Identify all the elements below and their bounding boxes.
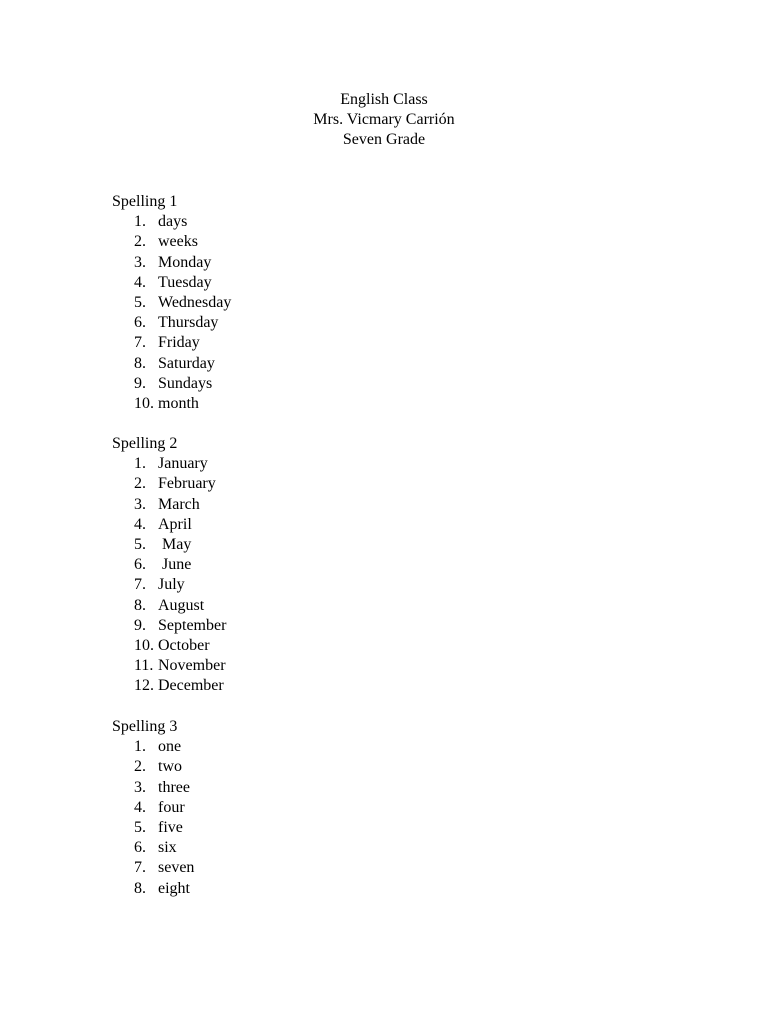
list-item-word: one bbox=[158, 738, 182, 756]
list-item-number: 8. bbox=[134, 596, 146, 614]
list-item bbox=[112, 273, 212, 293]
list-item bbox=[112, 293, 232, 313]
list-item-word: May bbox=[158, 535, 192, 553]
list-item-number: 11. bbox=[134, 657, 154, 675]
list-item-number: 1. bbox=[134, 213, 146, 231]
list-item bbox=[112, 737, 182, 757]
list-item-number: 8. bbox=[134, 354, 146, 372]
list-item-number: 4. bbox=[134, 273, 146, 291]
class-title: English Class bbox=[340, 91, 428, 108]
list-item-number: 5. bbox=[134, 535, 146, 553]
list-item-number: 6. bbox=[134, 314, 146, 332]
list-item-word: weeks bbox=[158, 233, 198, 251]
list-item-word: October bbox=[158, 636, 210, 654]
list-item bbox=[112, 212, 188, 232]
list-item-word: seven bbox=[158, 859, 195, 877]
list-item-word: Monday bbox=[158, 253, 212, 271]
list-item bbox=[112, 858, 195, 878]
list-item bbox=[112, 596, 205, 616]
list-item-word: November bbox=[158, 657, 226, 675]
list-item-word: Tuesday bbox=[158, 273, 212, 291]
list-item bbox=[112, 232, 198, 252]
document-header bbox=[0, 90, 768, 150]
teacher-name: Mrs. Vicmary Carrión bbox=[313, 111, 455, 128]
list-item-number: 2. bbox=[134, 233, 146, 251]
list-item-number: 4. bbox=[134, 798, 146, 816]
list-item-number: 1. bbox=[134, 738, 146, 756]
list-item-number: 3. bbox=[134, 778, 146, 796]
list-item bbox=[112, 354, 215, 374]
list-item-word: six bbox=[158, 839, 177, 857]
list-item-word: August bbox=[158, 596, 205, 614]
list-item-word: Thursday bbox=[158, 314, 219, 332]
list-item-word: Sundays bbox=[158, 374, 213, 392]
list-item bbox=[112, 636, 210, 656]
list-item bbox=[112, 676, 224, 696]
list-item-word: five bbox=[158, 818, 183, 836]
list-item bbox=[112, 555, 192, 575]
list-item-word: days bbox=[158, 213, 188, 231]
list-item-number: 2. bbox=[134, 475, 146, 493]
list-item bbox=[112, 313, 219, 333]
list-item-word: four bbox=[158, 798, 185, 816]
list-item-number: 2. bbox=[134, 758, 146, 776]
list-item-number: 10. bbox=[134, 636, 154, 654]
section-title: Spelling 3 bbox=[112, 718, 178, 735]
list-item-word: two bbox=[158, 758, 182, 776]
list-item-number: 6. bbox=[134, 556, 146, 574]
list-item bbox=[112, 515, 192, 535]
list-item bbox=[112, 495, 200, 515]
list-item bbox=[112, 879, 190, 899]
list-item-number: 12. bbox=[134, 677, 154, 695]
list-item bbox=[112, 454, 208, 474]
list-item-word: July bbox=[158, 576, 185, 594]
list-item bbox=[112, 798, 185, 818]
list-item-number: 5. bbox=[134, 293, 146, 311]
list-item-number: 7. bbox=[134, 576, 146, 594]
list-item-word: April bbox=[158, 515, 192, 533]
list-item-number: 7. bbox=[134, 859, 146, 877]
spelling-section-2 bbox=[112, 434, 227, 696]
list-item bbox=[112, 374, 213, 394]
list-item-word: June bbox=[158, 556, 192, 574]
list-item-word: December bbox=[158, 677, 224, 695]
list-item bbox=[112, 838, 177, 858]
spelling-section-1 bbox=[112, 192, 232, 414]
list-item bbox=[112, 535, 192, 555]
list-item bbox=[112, 778, 190, 798]
list-item-number: 10. bbox=[134, 394, 154, 412]
list-item-word: January bbox=[158, 455, 208, 473]
grade-label: Seven Grade bbox=[342, 131, 426, 148]
list-item-number: 3. bbox=[134, 495, 146, 513]
list-item-number: 7. bbox=[134, 334, 146, 352]
list-item bbox=[112, 333, 200, 353]
list-item-word: Wednesday bbox=[158, 293, 232, 311]
section-title: Spelling 1 bbox=[112, 193, 178, 210]
list-item-word: month bbox=[158, 394, 199, 412]
spelling-section-3 bbox=[112, 717, 195, 899]
list-item bbox=[112, 656, 226, 676]
list-item-number: 6. bbox=[134, 839, 146, 857]
list-item-word: eight bbox=[158, 879, 190, 897]
list-item-number: 9. bbox=[134, 374, 146, 392]
list-item bbox=[112, 394, 199, 414]
list-item bbox=[112, 757, 182, 777]
section-title: Spelling 2 bbox=[112, 435, 178, 452]
list-item-word: March bbox=[158, 495, 200, 513]
list-item-word: Saturday bbox=[158, 354, 215, 372]
list-item-number: 4. bbox=[134, 515, 146, 533]
list-item-number: 1. bbox=[134, 455, 146, 473]
list-item-number: 9. bbox=[134, 616, 146, 634]
list-item-word: September bbox=[158, 616, 227, 634]
list-item-number: 3. bbox=[134, 253, 146, 271]
list-item bbox=[112, 616, 227, 636]
list-item bbox=[112, 575, 185, 595]
list-item-word: Friday bbox=[158, 334, 200, 352]
list-item-word: three bbox=[158, 778, 190, 796]
list-item bbox=[112, 818, 183, 838]
list-item-word: February bbox=[158, 475, 216, 493]
list-item-number: 8. bbox=[134, 879, 146, 897]
list-item bbox=[112, 474, 216, 494]
list-item-number: 5. bbox=[134, 818, 146, 836]
list-item bbox=[112, 253, 212, 273]
